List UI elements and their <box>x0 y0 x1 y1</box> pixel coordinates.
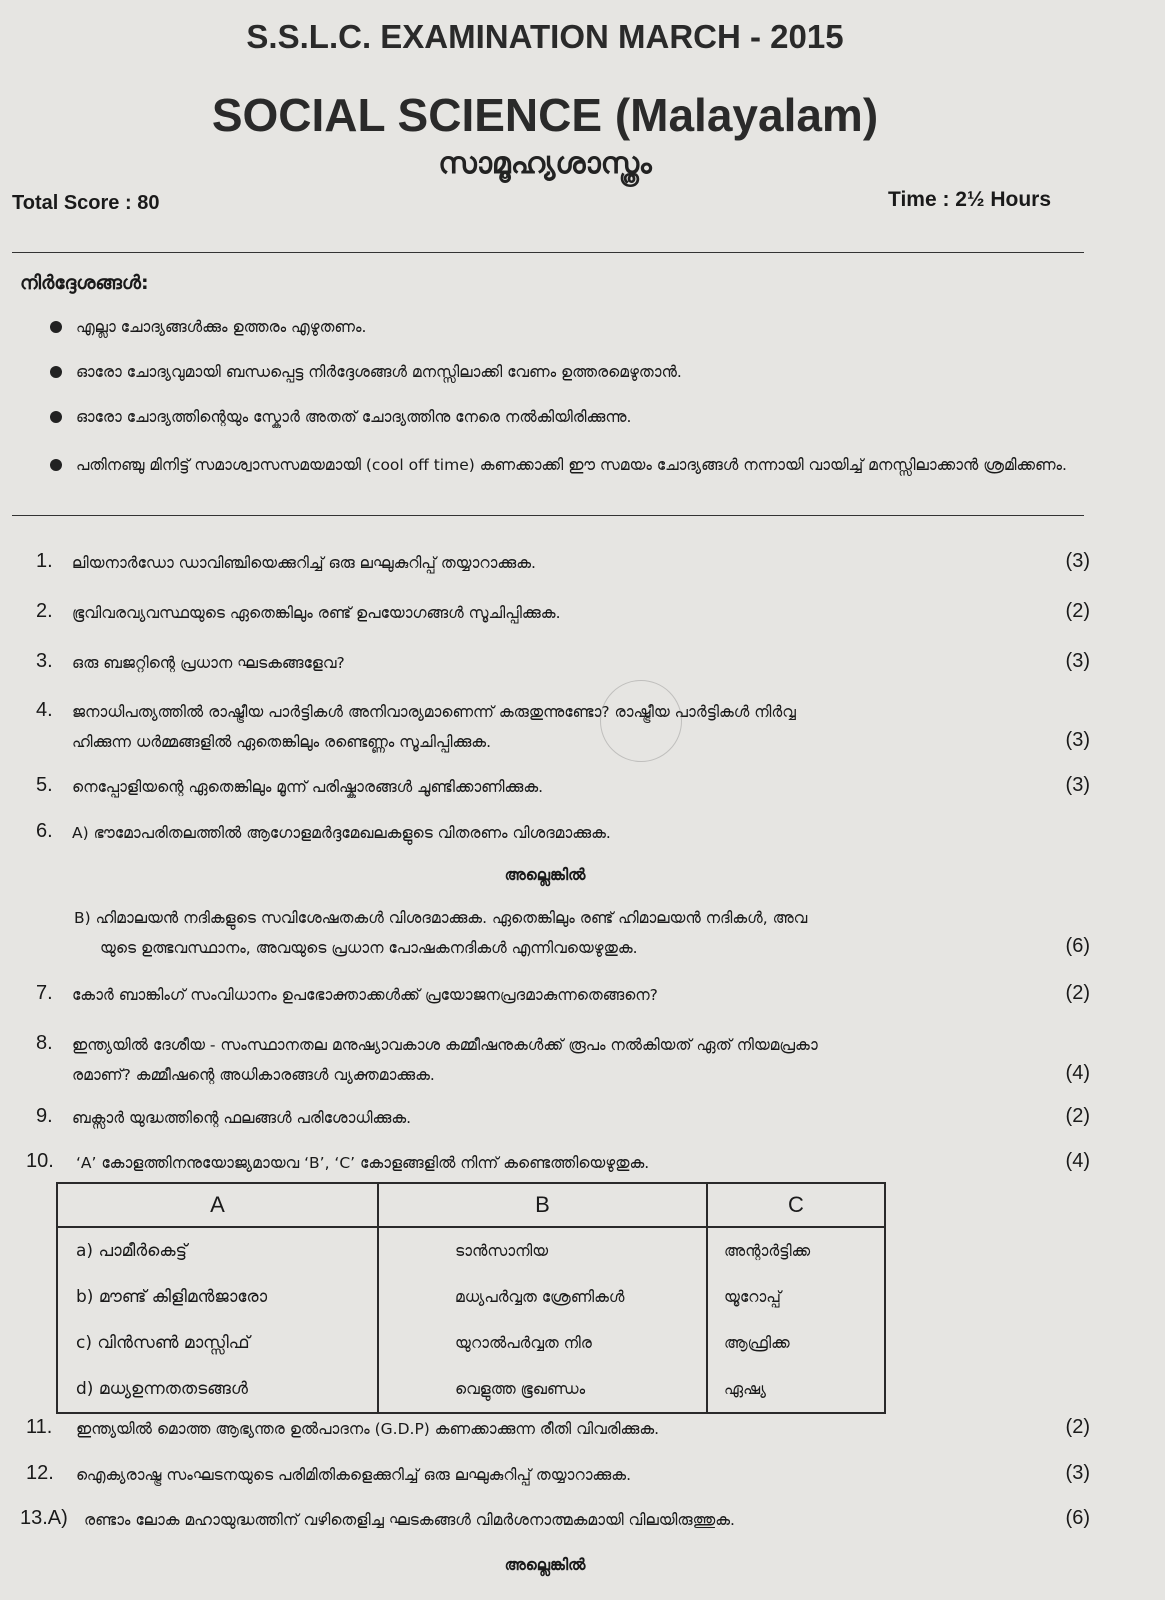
instruction-item: എല്ലാ ചോദ്യങ്ങൾക്കും ഉത്തരം എഴുതണം. <box>50 312 1086 342</box>
or-separator: അല്ലെങ്കിൽ <box>504 1556 586 1574</box>
match-table <box>56 1182 886 1414</box>
time-allowed: Time : 2½ Hours <box>888 188 1051 211</box>
score-mark: (6) <box>1065 1507 1090 1529</box>
score-mark: (3) <box>1065 650 1090 672</box>
instructions-heading: നിർദ്ദേശങ്ങൾ: <box>20 272 149 294</box>
question: 1. ലിയനാർഡോ ഡാവിഞ്ചിയെക്കുറിച്ച് ഒരു ലഘുകുറിപ്പ് തയ്യാറാക്കുക. (3) <box>36 550 1090 572</box>
bullet-icon <box>50 321 62 333</box>
instruction-item: ഓരോ ചോദ്യവുമായി ബന്ധപ്പെട്ട നിർദ്ദേശങ്ങൾ മനസ്സിലാക്കി വേണം ഉത്തരമെഴുതാൻ. <box>50 357 1086 387</box>
score-mark: (4) <box>1065 1062 1090 1084</box>
question: 5. നെപ്പോളിയന്റെ ഏതെങ്കിലും മൂന്ന് പരിഷ്കാരങ്ങൾ ചൂണ്ടിക്കാണിക്കുക. (3) <box>36 774 1090 796</box>
subject-title-malayalam: സാമൂഹ്യശാസ്ത്രം <box>438 146 652 181</box>
score-mark: (2) <box>1065 600 1090 622</box>
instruction-item: പതിനഞ്ചു മിനിട്ട് സമാശ്വാസസമയമായി (cool off time) കണക്കാക്കി ഈ സമയം ചോദ്യങ്ങൾ നന്നായി വായിച്ച് മനസ്സിലാക്കാൻ ശ്രമിക്കണം. <box>50 450 1086 480</box>
question: 12. ഐക്യരാഷ്ട്ര സംഘടനയുടെ പരിമിതികളെക്കുറിച്ച് ഒരു ലഘുകുറിപ്പ് തയ്യാറാക്കുക. (3) <box>26 1462 1090 1484</box>
column-header: B <box>378 1183 707 1227</box>
question: 10. ‘A’ കോളത്തിനനുയോജ്യമായവ ‘B’, ‘C’ കോളങ്ങളിൽ നിന്ന് കണ്ടെത്തിയെഴുതുക. (4) <box>26 1150 1090 1172</box>
divider <box>12 515 1084 516</box>
column-header: C <box>707 1183 885 1227</box>
score-mark: (2) <box>1065 1416 1090 1438</box>
table-row: d) മധ്യഉന്നതതടങ്ങൾ വെളുത്ത ഭൂഖണ്ഡം ഏഷ്യ <box>57 1366 885 1413</box>
score-mark: (2) <box>1065 1105 1090 1127</box>
question-continuation: രമാണ്? കമ്മീഷന്റെ അധികാരങ്ങൾ വ്യക്തമാക്കുക. (4) <box>72 1062 1090 1084</box>
question: 11. ഇന്ത്യയിൽ മൊത്ത ആഭ്യന്തര ഉൽപാദനം (G.D.P) കണക്കാക്കുന്ന രീതി വിവരിക്കുക. (2) <box>26 1416 1090 1438</box>
table-row: a) പാമീർകെട്ട് ടാൻസാനിയ അന്റാർട്ടിക്ക <box>57 1227 885 1274</box>
bullet-icon <box>50 366 62 378</box>
score-mark: (3) <box>1065 774 1090 796</box>
question: 8. ഇന്ത്യയിൽ ദേശീയ - സംസ്ഥാനതല മനുഷ്യാവകാശ കമ്മീഷനുകൾക്ക് രൂപം നൽകിയത് ഏത് നിയമപ്രകാ <box>36 1032 818 1054</box>
question: 2. ഭൂവിവരവ്യവസ്ഥയുടെ ഏതെങ്കിലും രണ്ട് ഉപയോഗങ്ങൾ സൂചിപ്പിക്കുക. (2) <box>36 600 1090 622</box>
question: 7. കോർ ബാങ്കിംഗ് സംവിധാനം ഉപഭോക്താക്കൾക്ക് പ്രയോജനപ്രദമാകുന്നതെങ്ങനെ? (2) <box>36 982 1090 1004</box>
question-option-b: B) ഹിമാലയൻ നദികളുടെ സവിശേഷതകൾ വിശദമാക്കുക. ഏതെങ്കിലും രണ്ട് ഹിമാലയൻ നദികൾ, അവ <box>74 909 808 927</box>
score-mark: (3) <box>1065 729 1090 751</box>
divider <box>12 252 1084 253</box>
score-mark: (3) <box>1065 1462 1090 1484</box>
question: 13.A) രണ്ടാം ലോക മഹായുദ്ധത്തിന് വഴിതെളിച്ച ഘടകങ്ങൾ വിമർശനാത്മകമായി വിലയിരുത്തുക. (6) <box>20 1507 1090 1529</box>
question: 3. ഒരു ബജറ്റിന്റെ പ്രധാന ഘടകങ്ങളേവ? (3) <box>36 650 1090 672</box>
score-mark: (6) <box>1065 935 1090 957</box>
column-header: A <box>57 1183 378 1227</box>
table-row: c) വിൻസൺ മാസ്സിഫ് യുറാൽപർവ്വത നിര ആഫ്രിക്ക <box>57 1320 885 1366</box>
bullet-icon <box>50 411 62 423</box>
ink-stamp <box>600 680 682 762</box>
question-continuation: യുടെ ഉത്ഭവസ്ഥാനം, അവയുടെ പ്രധാന പോഷകനദികൾ എന്നിവയെഴുതുക. (6) <box>100 935 1090 957</box>
score-mark: (2) <box>1065 982 1090 1004</box>
bullet-icon <box>50 459 62 471</box>
instruction-item: ഓരോ ചോദ്യത്തിന്റെയും സ്കോർ അതത് ചോദ്യത്തിനു നേരെ നൽകിയിരിക്കുന്നു. <box>50 402 1086 432</box>
question: 4. ജനാധിപത്യത്തിൽ രാഷ്ട്രീയ പാർട്ടികൾ അനിവാര്യമാണെന്ന് കരുതുന്നുണ്ടോ? രാഷ്ട്രീയ പാർട്ടികൾ നിർവ്വ <box>36 699 796 721</box>
question: 9. ബക്സാർ യുദ്ധത്തിന്റെ ഫലങ്ങൾ പരിശോധിക്കുക. (2) <box>36 1105 1090 1127</box>
score-mark: (4) <box>1065 1150 1090 1172</box>
or-separator: അല്ലെങ്കിൽ <box>504 866 586 884</box>
question: 6. A) ഭൗമോപരിതലത്തിൽ ആഗോളമർദ്ദമേഖലകളുടെ വിതരണം വിശദമാക്കുക. <box>36 820 611 842</box>
score-mark: (3) <box>1065 550 1090 572</box>
question-continuation: ഹിക്കുന്ന ധർമ്മങ്ങളിൽ ഏതെങ്കിലും രണ്ടെണ്ണം സൂചിപ്പിക്കുക. (3) <box>72 729 1090 751</box>
exam-title: S.S.L.C. EXAMINATION MARCH - 2015 <box>246 18 844 55</box>
total-score: Total Score : 80 <box>12 192 160 214</box>
table-row: b) മൗണ്ട് കിളിമൻജാരോ മധ്യപർവ്വത ശ്രേണികൾ യൂറോപ്പ് <box>57 1274 885 1320</box>
subject-title: SOCIAL SCIENCE (Malayalam) <box>211 89 879 141</box>
